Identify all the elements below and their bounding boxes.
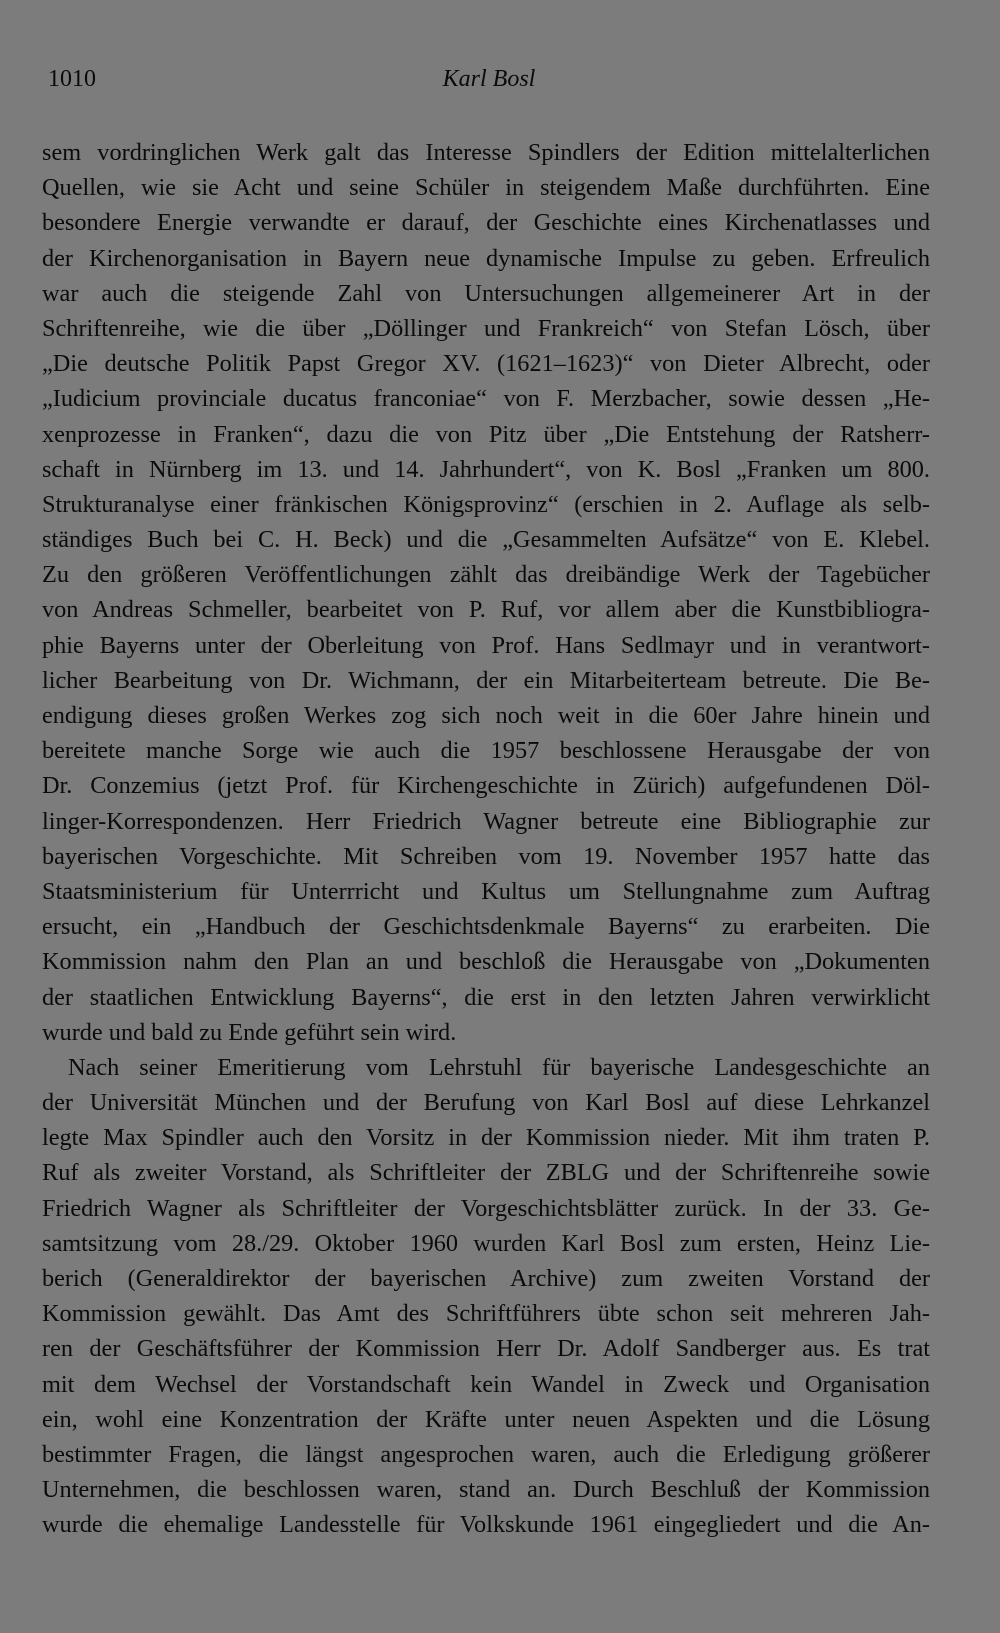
running-title: Karl Bosl [442, 66, 536, 92]
text-line: licher Bearbeitung von Dr. Wichmann, der ein Mitarbeiterteam betreute. Die Be- [42, 666, 930, 694]
text-line: „Iudicium provinciale ducatus franconiae“ von F. Merzbacher, sowie dessen „He- [42, 385, 930, 413]
text-line: ren der Geschäftsführer der Kommission Herr Dr. Adolf Sandberger aus. Es trat [42, 1335, 930, 1363]
text-line: der staatlichen Entwicklung Bayerns“, die erst in den letzten Jahren verwirklicht [42, 983, 930, 1011]
body-text [42, 135, 930, 1543]
text-line: xenprozesse in Franken“, dazu die von Pitz über „Die Entstehung der Ratsherr- [42, 420, 930, 448]
text-line: endigung dieses großen Werkes zog sich noch weit in die 60er Jahre hinein und [42, 702, 930, 729]
text-line: war auch die steigende Zahl von Untersuchungen allgemeinerer Art in der [42, 279, 930, 307]
text-line: Kommission nahm den Plan an und beschloß die Herausgabe von „Dokumenten [42, 948, 930, 976]
text-line: mit dem Wechsel der Vorstandschaft kein Wandel in Zweck und Organisation [42, 1370, 930, 1398]
page-number: 1010 [48, 66, 96, 92]
page-header [48, 66, 930, 100]
text-line: der Kirchenorganisation in Bayern neue dynamische Impulse zu geben. Erfreulich [42, 244, 930, 272]
text-line: Staatsministerium für Unterrricht und Kultus um Stellungnahme zum Auftrag [42, 877, 930, 905]
text-line: ersucht, ein „Handbuch der Geschichtsdenkmale Bayerns“ zu erarbeiten. Die [42, 913, 930, 941]
text-line: Dr. Conzemius (jetzt Prof. für Kirchengeschichte in Zürich) aufgefundenen Döl- [42, 772, 930, 800]
text-line: linger-Korrespondenzen. Herr Friedrich Wagner betreute eine Bibliographie zur [42, 807, 930, 835]
text-line: ständiges Buch bei C. H. Beck) und die „Gesammelten Aufsätze“ von E. Klebel. [42, 526, 930, 554]
text-line: wurde und bald zu Ende geführt sein wird. [42, 1018, 457, 1046]
text-line: Unternehmen, die beschlossen waren, stand an. Durch Beschluß der Kommission [42, 1476, 930, 1504]
text-line: Strukturanalyse einer fränkischen Königsprovinz“ (erschien in 2. Auflage als selb- [42, 490, 930, 518]
text-line: bestimmter Fragen, die längst angesprochen waren, auch die Erledigung größerer [42, 1440, 930, 1468]
text-line: wurde die ehemalige Landesstelle für Volkskunde 1961 eingegliedert und die An- [42, 1511, 930, 1539]
text-line: ein, wohl eine Konzentration der Kräfte unter neuen Aspekten und die Lösung [42, 1405, 930, 1433]
text-line: schaft in Nürnberg im 13. und 14. Jahrhundert“, von K. Bosl „Franken um 800. [42, 455, 930, 483]
text-line: samtsitzung vom 28./29. Oktober 1960 wurden Karl Bosl zum ersten, Heinz Lie- [42, 1229, 930, 1257]
paragraph [42, 1050, 930, 1543]
text-line: bayerischen Vorgeschichte. Mit Schreiben vom 19. November 1957 hatte das [42, 842, 930, 870]
text-line: Friedrich Wagner als Schriftleiter der Vorgeschichtsblätter zurück. In der 33. Ge- [42, 1194, 930, 1222]
text-line: phie Bayerns unter der Oberleitung von Prof. Hans Sedlmayr und in verantwort- [42, 631, 930, 659]
text-line: Schriftenreihe, wie die über „Döllinger und Frankreich“ von Stefan Lösch, über [42, 314, 930, 342]
text-line: legte Max Spindler auch den Vorsitz in der Kommission nieder. Mit ihm traten P. [42, 1124, 930, 1152]
text-line: Ruf als zweiter Vorstand, als Schriftleiter der ZBLG und der Schriftenreihe sowie [42, 1159, 930, 1187]
text-line: besondere Energie verwandte er darauf, der Geschichte eines Kirchenatlasses und [42, 209, 930, 237]
text-line: bereitete manche Sorge wie auch die 1957 beschlossene Herausgabe der von [42, 737, 930, 765]
text-line: sem vordringlichen Werk galt das Interesse Spindlers der Edition mittelalterlichen [42, 139, 930, 166]
paragraph [42, 135, 930, 1050]
text-line: Quellen, wie sie Acht und seine Schüler in steigendem Maße durchführten. Eine [42, 174, 930, 202]
text-line: der Universität München und der Berufung von Karl Bosl auf diese Lehrkanzel [42, 1089, 930, 1117]
text-line: Kommission gewählt. Das Amt des Schriftführers übte schon seit mehreren Jah- [42, 1300, 930, 1328]
text-line: von Andreas Schmeller, bearbeitet von P. Ruf, vor allem aber die Kunstbibliogra- [42, 596, 930, 624]
text-line: Nach seiner Emeritierung vom Lehrstuhl für bayerische Landesgeschichte an [68, 1053, 930, 1081]
text-line: Zu den größeren Veröffentlichungen zählt das dreibändige Werk der Tagebücher [42, 561, 930, 589]
text-line: „Die deutsche Politik Papst Gregor XV. (1621–1623)“ von Dieter Albrecht, oder [42, 350, 930, 378]
text-line: berich (Generaldirektor der bayerischen Archive) zum zweiten Vorstand der [42, 1265, 930, 1292]
